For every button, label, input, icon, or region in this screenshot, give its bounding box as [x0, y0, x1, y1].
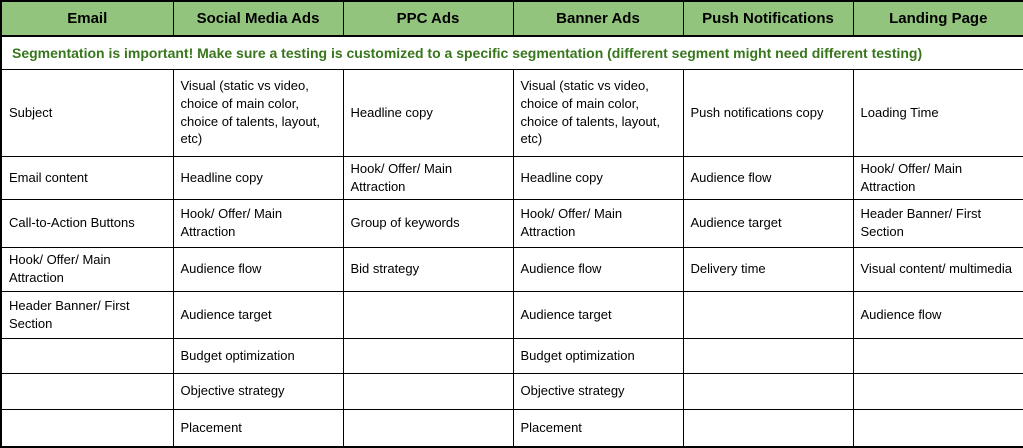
table-cell: Audience flow [173, 247, 343, 291]
table-cell [1, 338, 173, 373]
table-cell: Header Banner/ First Section [853, 199, 1023, 247]
column-header-push-notifications: Push Notifications [683, 1, 853, 36]
table-cell: Visual (static vs video, choice of main color, choice of talents, layout, etc) [513, 69, 683, 156]
table-cell [343, 338, 513, 373]
table-cell [683, 291, 853, 338]
table-cell: Audience flow [513, 247, 683, 291]
table-cell: Headline copy [173, 156, 343, 199]
table-cell: Hook/ Offer/ Main Attraction [853, 156, 1023, 199]
table-cell [343, 409, 513, 447]
table-cell [1, 409, 173, 447]
table-cell: Headline copy [343, 69, 513, 156]
table-cell [343, 291, 513, 338]
table-cell: Objective strategy [173, 373, 343, 409]
column-header-ppc-ads: PPC Ads [343, 1, 513, 36]
table-cell: Delivery time [683, 247, 853, 291]
table-cell: Email content [1, 156, 173, 199]
table-cell: Audience target [173, 291, 343, 338]
table-cell: Budget optimization [513, 338, 683, 373]
column-header-email: Email [1, 1, 173, 36]
table-cell: Hook/ Offer/ Main Attraction [513, 199, 683, 247]
table-cell: Visual content/ multimedia [853, 247, 1023, 291]
table-cell: Hook/ Offer/ Main Attraction [173, 199, 343, 247]
table-row [1, 199, 1023, 247]
table-cell: Bid strategy [343, 247, 513, 291]
table-cell: Subject [1, 69, 173, 156]
table-cell [683, 409, 853, 447]
table-cell: Hook/ Offer/ Main Attraction [343, 156, 513, 199]
table-cell: Push notifications copy [683, 69, 853, 156]
table-cell: Headline copy [513, 156, 683, 199]
table-cell [343, 373, 513, 409]
table-row [1, 338, 1023, 373]
table-cell [683, 373, 853, 409]
table-cell [853, 338, 1023, 373]
table-row [1, 156, 1023, 199]
table-row [1, 373, 1023, 409]
table-row [1, 409, 1023, 447]
table-header-row [1, 1, 1023, 36]
table-cell [1, 373, 173, 409]
table-cell: Audience target [513, 291, 683, 338]
table-row [1, 291, 1023, 338]
table-cell: Objective strategy [513, 373, 683, 409]
table-cell: Audience flow [683, 156, 853, 199]
table-cell: Audience flow [853, 291, 1023, 338]
table-cell: Header Banner/ First Section [1, 291, 173, 338]
table-cell [683, 338, 853, 373]
table-cell: Budget optimization [173, 338, 343, 373]
column-header-social-media-ads: Social Media Ads [173, 1, 343, 36]
column-header-banner-ads: Banner Ads [513, 1, 683, 36]
table-cell: Loading Time [853, 69, 1023, 156]
segmentation-note: Segmentation is important! Make sure a testing is customized to a specific segmentation (different segment might need different testing) [1, 36, 1023, 69]
table-row [1, 247, 1023, 291]
table-cell: Placement [513, 409, 683, 447]
table-cell [853, 373, 1023, 409]
table-cell: Visual (static vs video, choice of main color, choice of talents, layout, etc) [173, 69, 343, 156]
table-cell [853, 409, 1023, 447]
table-cell: Group of keywords [343, 199, 513, 247]
column-header-landing-page: Landing Page [853, 1, 1023, 36]
segmentation-note-row [1, 36, 1023, 69]
table-row [1, 69, 1023, 156]
table-cell: Hook/ Offer/ Main Attraction [1, 247, 173, 291]
table-cell: Audience target [683, 199, 853, 247]
table-cell: Call-to-Action Buttons [1, 199, 173, 247]
table-cell: Placement [173, 409, 343, 447]
